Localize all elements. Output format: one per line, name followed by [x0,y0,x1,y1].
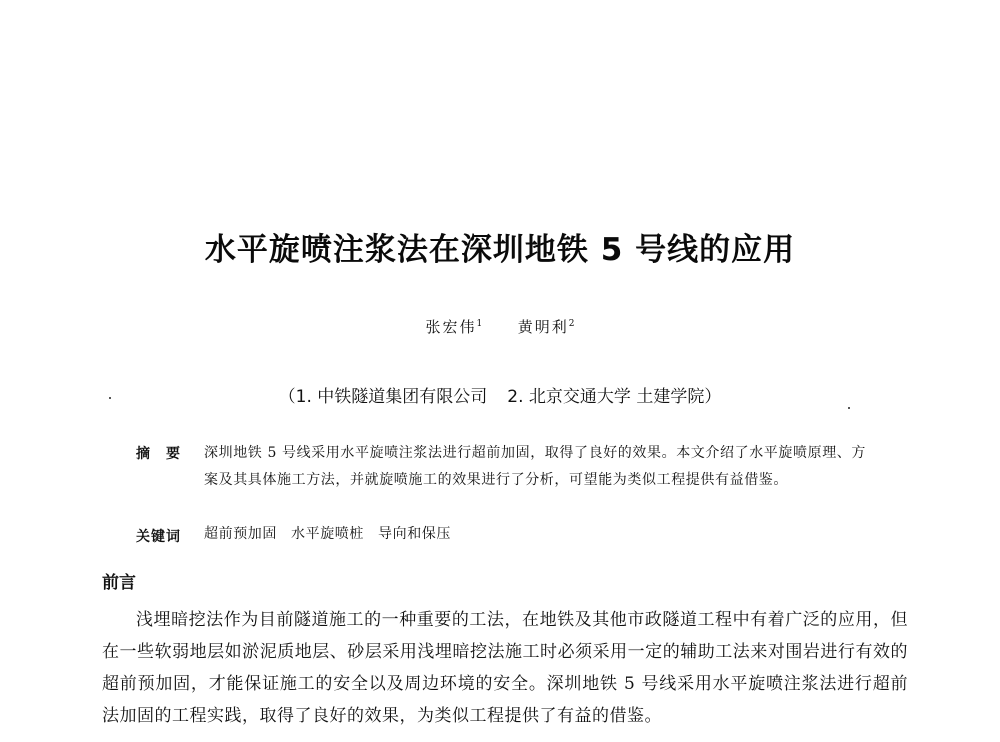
keywords-list [204,523,451,543]
section-heading: 前言 [102,573,136,593]
author-name: 张宏伟 [425,318,477,336]
paper-title: 水平旋喷注浆法在深圳地铁 5 号线的应用 [204,232,796,268]
author-affiliation-mark: 2 [568,319,575,329]
keywords-label: 关键词 [136,529,181,545]
abstract-text: 深圳地铁 5 号线采用水平旋喷注浆法进行超前加固，取得了良好的效果。本文介绍了水平旋喷原理、方案及其具体施工方法，并就旋喷施工的效果进行了分析，可望能为类似工程提供有益借鉴。 [204,445,867,488]
affiliation-open-paren: （ [278,387,296,407]
affiliations [0,382,1000,407]
abstract-label: 摘要 [136,446,196,462]
affiliation-close-paren: ） [704,387,722,407]
author-list [0,316,1000,337]
scan-speck [109,397,111,399]
body-paragraph: 浅埋暗挖法作为目前隧道施工的一种重要的工法，在地铁及其他市政隧道工程中有着广泛的应用，但在一些软弱地层如淤泥质地层、砂层采用浅埋暗挖法施工时必须采用一定的辅助工法来对围岩进行有效的超前预加固，才能保证施工的安全以及周边环境的安全。深圳地铁 5 号线采用水平旋喷注浆法进行超前法加固的工程实践，取得了良好的效果，为类似工程提供了有益的借鉴。 [102,610,908,726]
keyword: 超前预加固 [204,526,277,542]
author-name: 黄明利 [517,318,569,336]
author-affiliation-mark: 1 [476,319,483,329]
affiliation-1: 1. 中铁隧道集团有限公司 [295,387,488,407]
keyword: 导向和保压 [378,526,451,542]
scan-speck [848,407,850,409]
affiliation-2: 2. 北京交通大学 土建学院 [507,387,705,407]
keyword: 水平旋喷桩 [291,526,364,542]
